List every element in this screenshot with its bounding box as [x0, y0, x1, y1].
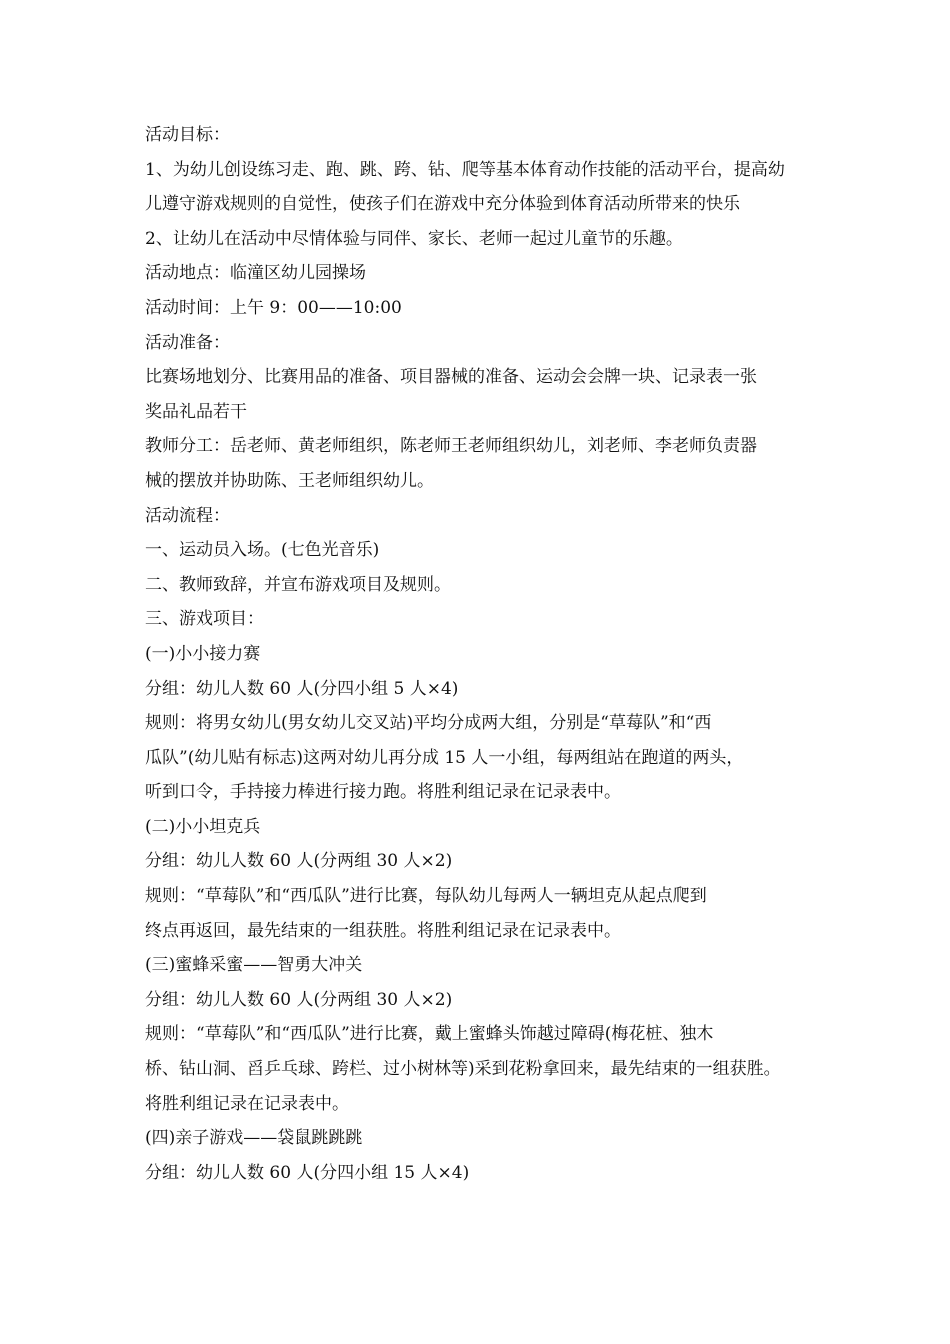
text-line: 瓜队”(幼儿贴有标志)这两对幼儿再分成 15 人一小组，每两组站在跑道的两头， [145, 747, 744, 768]
text-line: 教师分工：岳老师、黄老师组织，陈老师王老师组织幼儿，刘老师、李老师负责器 [145, 436, 757, 457]
text-line: 二、教师致辞，并宣布游戏项目及规则。 [145, 574, 451, 595]
text-line: 儿遵守游戏规则的自觉性，使孩子们在游戏中充分体验到体育活动所带来的快乐 [145, 194, 740, 215]
text-line: 活动流程： [145, 505, 230, 526]
text-line: (三)蜜蜂采蜜——智勇大冲关 [145, 955, 363, 976]
text-line: 1、为幼儿创设练习走、跑、跳、跨、钻、爬等基本体育动作技能的活动平台，提高幼 [145, 159, 785, 180]
text-line: 活动地点：临潼区幼儿园操场 [145, 263, 366, 284]
text-line: 规则：将男女幼儿(男女幼儿交叉站)平均分成两大组，分别是“草莓队”和“西 [145, 713, 712, 734]
text-line: 械的摆放并协助陈、王老师组织幼儿。 [145, 470, 434, 491]
text-line: 奖品礼品若干 [145, 401, 247, 422]
text-line: 分组：幼儿人数 60 人(分两组 30 人×2) [145, 989, 453, 1010]
text-line: 桥、钻山洞、舀乒乓球、跨栏、过小树林等)采到花粉拿回来，最先结束的一组获胜。 [145, 1059, 781, 1080]
text-line: 比赛场地划分、比赛用品的准备、项目器械的准备、运动会会牌一块、记录表一张 [145, 367, 757, 388]
text-line: 分组：幼儿人数 60 人(分四小组 5 人×4) [145, 678, 459, 699]
text-line: 2、让幼儿在活动中尽情体验与同伴、家长、老师一起过儿童节的乐趣。 [145, 228, 683, 249]
text-line: 三、游戏项目： [145, 609, 264, 630]
text-line: (四)亲子游戏——袋鼠跳跳跳 [145, 1128, 363, 1149]
text-line: 规则：“草莓队”和“西瓜队”进行比赛，每队幼儿每两人一辆坦克从起点爬到 [145, 886, 707, 907]
text-line: 活动时间：上午 9：00——10:00 [145, 297, 402, 318]
text-line: 将胜利组记录在记录表中。 [145, 1093, 349, 1114]
text-line: 分组：幼儿人数 60 人(分两组 30 人×2) [145, 851, 453, 872]
text-line: 分组：幼儿人数 60 人(分四小组 15 人×4) [145, 1162, 470, 1183]
text-line: 活动准备： [145, 332, 230, 353]
document-body [145, 118, 825, 1190]
text-line: 终点再返回，最先结束的一组获胜。将胜利组记录在记录表中。 [145, 920, 621, 941]
text-line: 规则：“草莓队”和“西瓜队”进行比赛，戴上蜜蜂头饰越过障碍(梅花桩、独木 [145, 1024, 714, 1045]
text-line: 听到口令，手持接力棒进行接力跑。将胜利组记录在记录表中。 [145, 782, 621, 803]
text-line: 活动目标： [145, 125, 230, 145]
text-line: (二)小小坦克兵 [145, 816, 261, 837]
text-line: 一、运动员入场。(七色光音乐) [145, 540, 380, 561]
text-line: (一)小小接力赛 [145, 643, 261, 664]
